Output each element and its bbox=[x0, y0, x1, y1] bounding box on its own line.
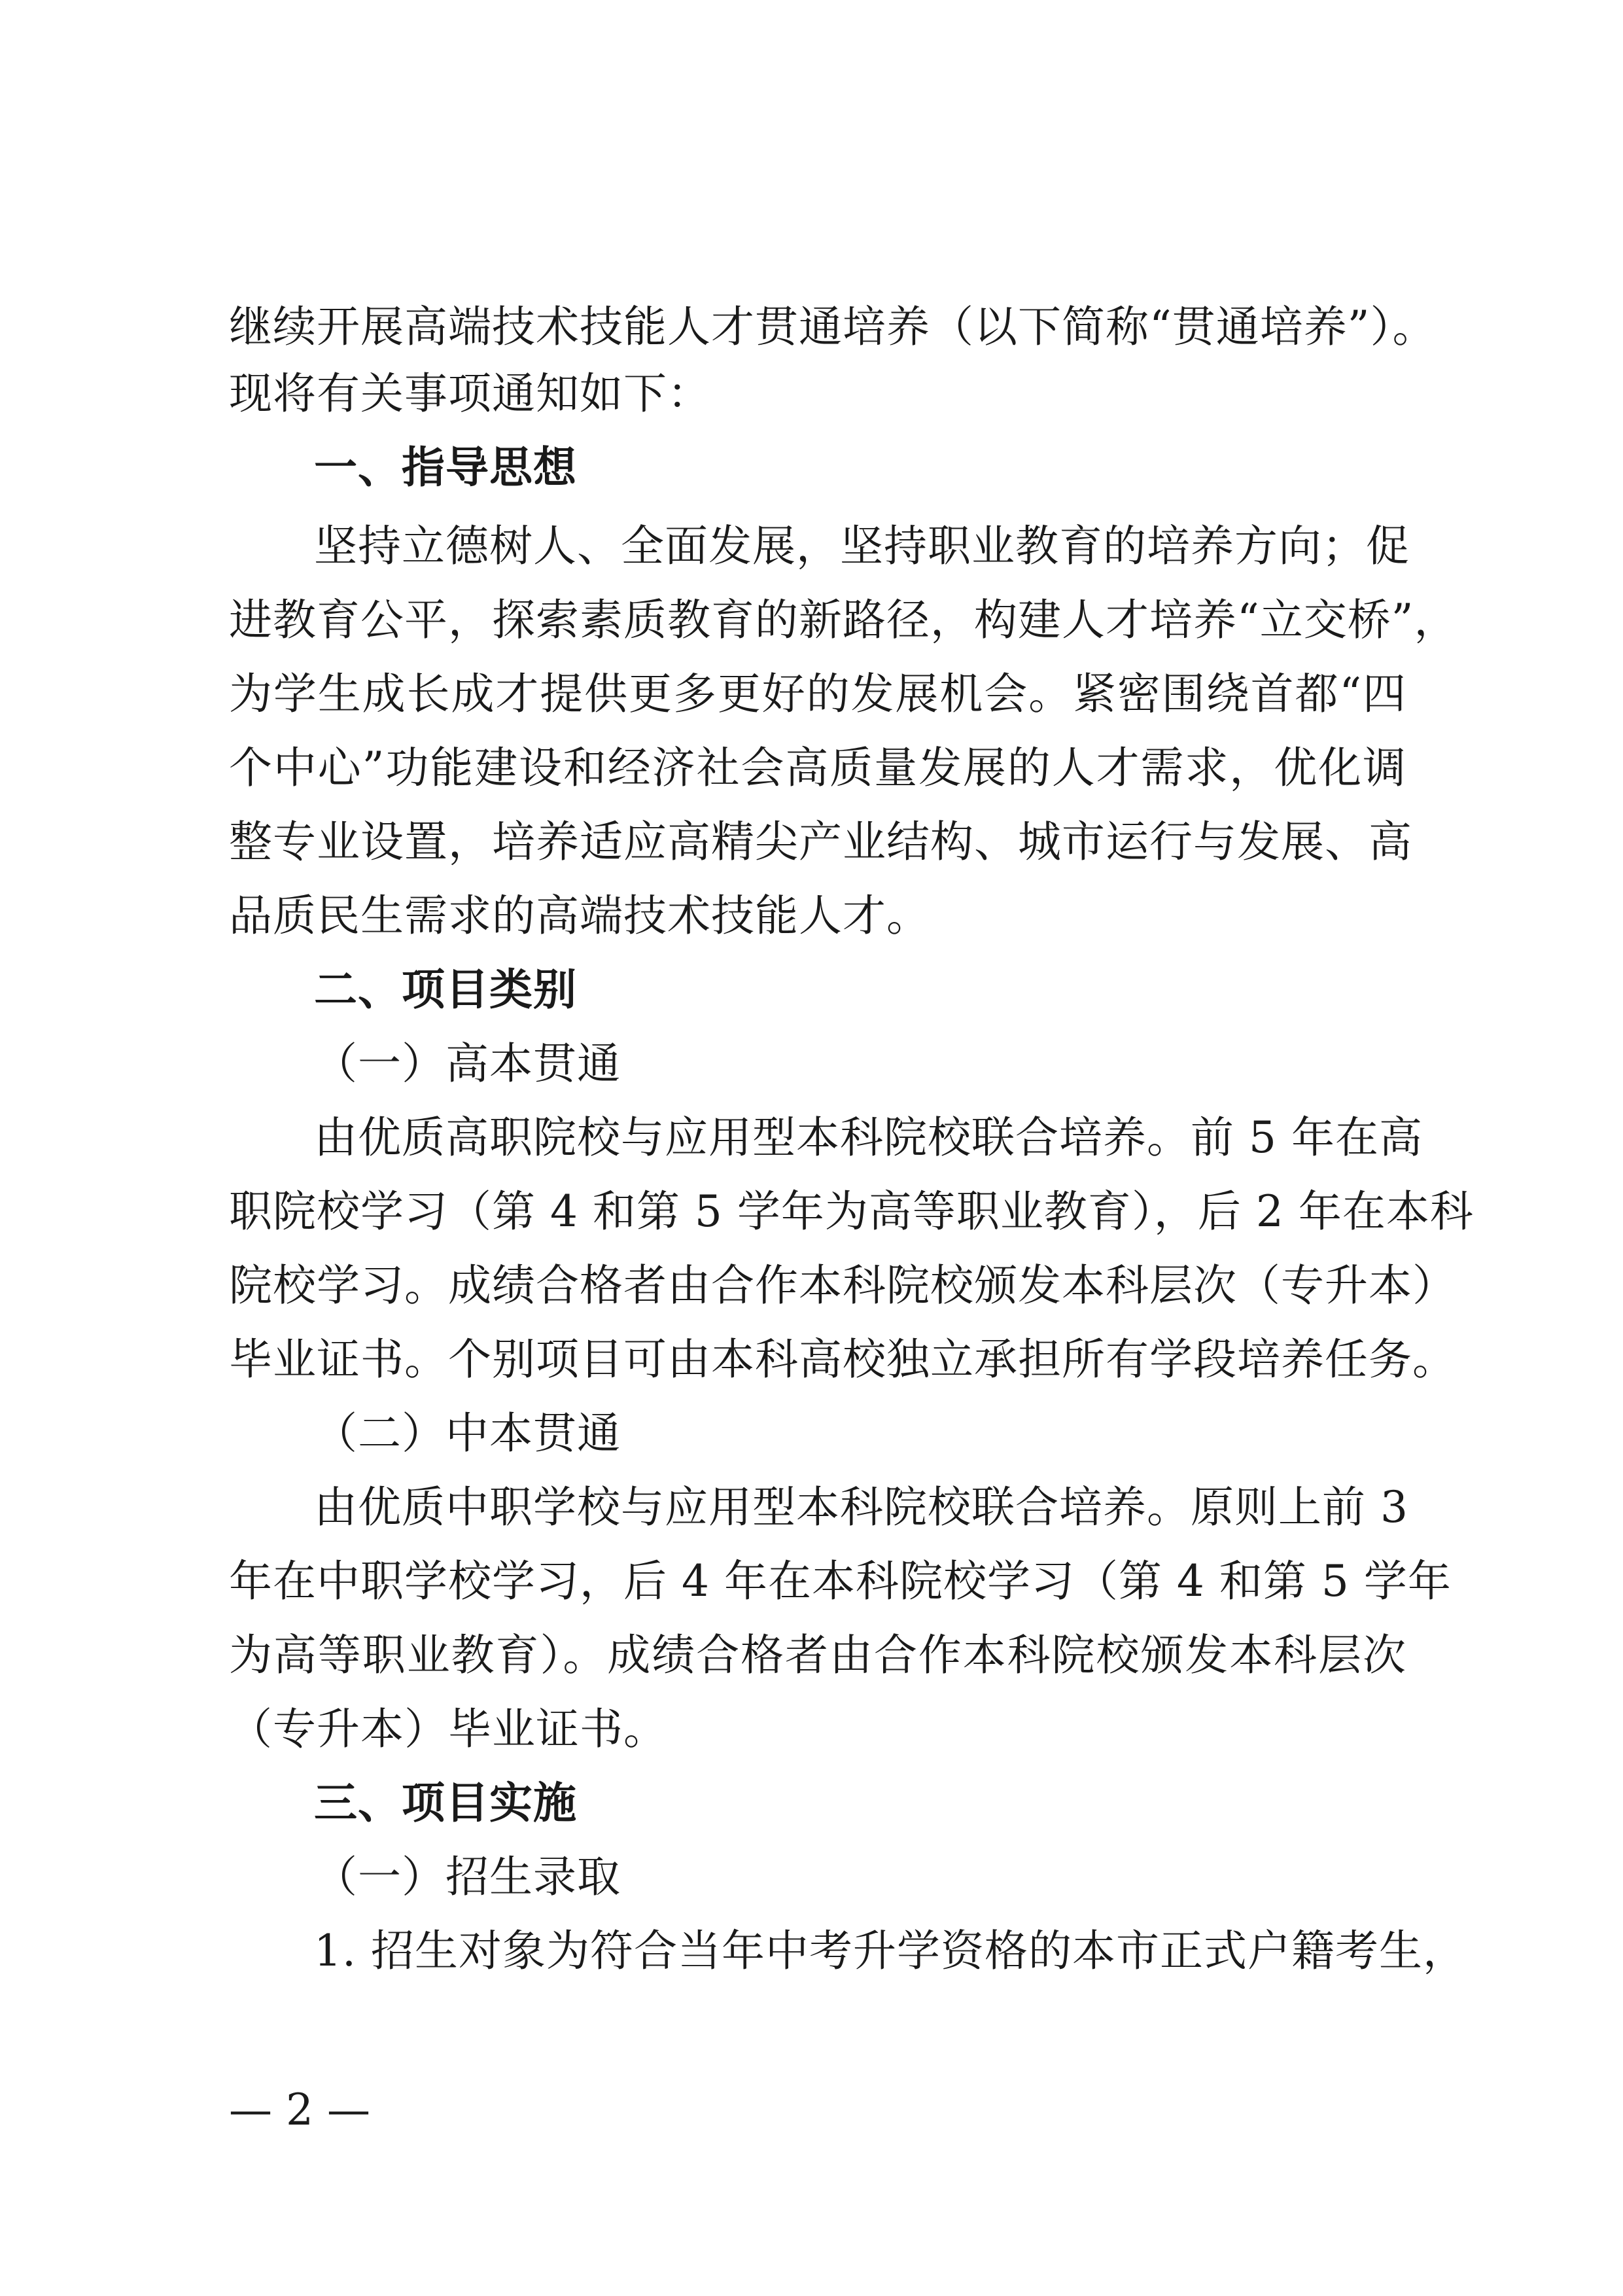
page-number: — 2 — bbox=[229, 2085, 370, 2135]
body-line: 毕业证书。个别项目可由本科高校独立承担所有学段培养任务。 bbox=[229, 1334, 1456, 1385]
body-line: 职院校学习（第 4 和第 5 学年为高等职业教育），后 2 年在本科 bbox=[229, 1186, 1474, 1237]
body-line: 整专业设置，培养适应高精尖产业结构、城市运行与发展、高 bbox=[229, 817, 1412, 867]
section-heading: 一、指导思想 bbox=[314, 442, 577, 493]
section-heading: 三、项目实施 bbox=[314, 1778, 577, 1828]
body-line: 进教育公平，探索素质教育的新路径，构建人才培养“立交桥”， bbox=[229, 595, 1458, 645]
body-line: 品质民生需求的高端技术技能人才。 bbox=[229, 891, 930, 941]
section-heading: 二、项目类别 bbox=[314, 964, 577, 1015]
body-line: 个中心”功能建设和经济社会高质量发展的人才需求，优化调 bbox=[229, 743, 1406, 793]
body-line: 为学生成长成才提供更多更好的发展机会。紧密围绕首都“四 bbox=[229, 669, 1406, 719]
body-line: 为高等职业教育）。成绩合格者由合作本科院校颁发本科层次 bbox=[229, 1630, 1406, 1680]
subsection-heading: （二）中本贯通 bbox=[314, 1408, 621, 1458]
body-line: （专升本）毕业证书。 bbox=[229, 1704, 667, 1754]
body-line: 1. 招生对象为符合当年中考升学资格的本市正式户籍考生， bbox=[314, 1926, 1467, 1976]
body-line: 院校学习。成绩合格者由合作本科院校颁发本科层次（专升本） bbox=[229, 1260, 1456, 1311]
body-line: 坚持立德树人、全面发展，坚持职业教育的培养方向；促 bbox=[314, 521, 1410, 571]
body-line: 继续开展高端技术技能人才贯通培养（以下简称“贯通培养”）。 bbox=[229, 302, 1437, 352]
body-line: 年在中职学校学习，后 4 年在本科院校学习（第 4 和第 5 学年 bbox=[229, 1556, 1452, 1606]
body-line: 由优质中职学校与应用型本科院校联合培养。原则上前 3 bbox=[314, 1482, 1408, 1532]
subsection-heading: （一）高本贯通 bbox=[314, 1038, 621, 1089]
body-line: 现将有关事项通知如下： bbox=[229, 368, 711, 419]
body-line: 由优质高职院校与应用型本科院校联合培养。前 5 年在高 bbox=[314, 1112, 1423, 1163]
subsection-heading: （一）招生录取 bbox=[314, 1852, 621, 1902]
